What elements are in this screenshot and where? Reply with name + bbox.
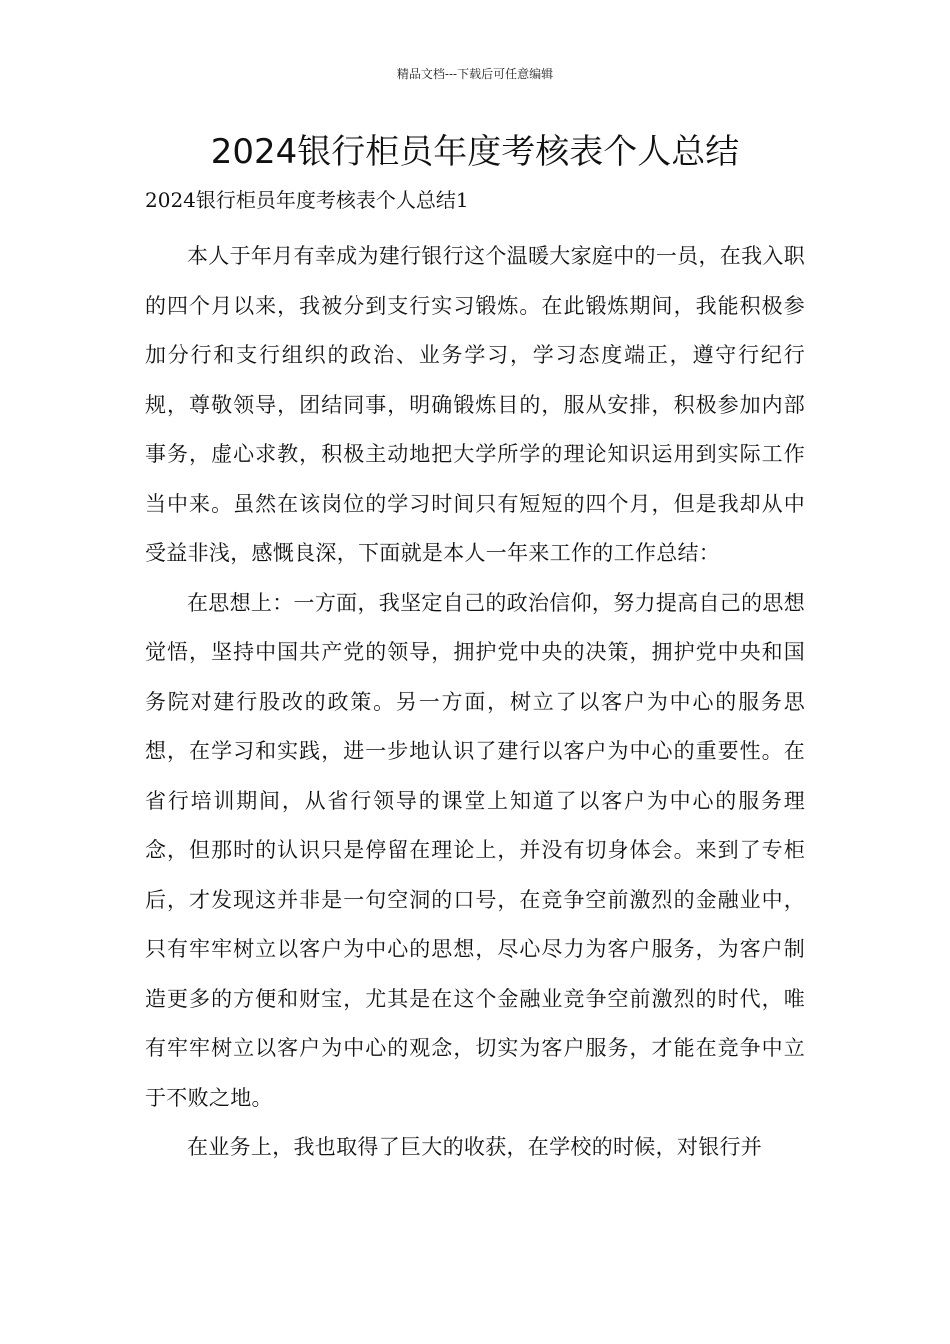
document-title: 2024银行柜员年度考核表个人总结 <box>210 132 740 172</box>
paragraph-business: 在业务上，我也取得了巨大的收获，在学校的时候，对银行并 <box>187 1135 763 1159</box>
paragraph-intro: 本人于年月有幸成为建行银行这个温暖大家庭中的一员，在我入职的四个月以来，我被分到支行实习锻炼。在此锻炼期间，我能积极参加分行和支行组织的政治、业务学习，学习态度端正，遵守行纪行规，尊敬领导，团结同事，明确锻炼目的，服从安排，积极参加内部事务，虚心求教，积极主动地把大学所学的理论知识运用到实际工作当中来。虽然在该岗位的学习时间只有短短的四个月，但是我却从中受益非浅，感慨良深，下面就是本人一年来工作的工作总结： <box>145 244 805 565</box>
header-note: 精品文档---下载后可任意编辑 <box>396 67 554 81</box>
paragraph-ideology: 在思想上：一方面，我坚定自己的政治信仰，努力提高自己的思想觉悟，坚持中国共产党的领导，拥护党中央的决策，拥护党中央和国务院对建行股改的政策。另一方面，树立了以客户为中心的服务思想，在学习和实践，进一步地认识了建行以客户为中心的重要性。在省行培训期间，从省行领导的课堂上知道了以客户为中心的服务理念，但那时的认识只是停留在理论上，并没有切身体会。来到了专柜后，才发现这并非是一句空洞的口号，在竞争空前激烈的金融业中，只有牢牢树立以客户为中心的思想，尽心尽力为客户服务，为客户制造更多的方便和财宝，尤其是在这个金融业竞争空前激烈的时代，唯有牢牢树立以客户为中心的观念，切实为客户服务，才能在竞争中立于不败之地。 <box>145 590 805 1110</box>
document-body <box>145 232 805 1173</box>
document-subtitle: 2024银行柜员年度考核表个人总结1 <box>145 188 469 212</box>
